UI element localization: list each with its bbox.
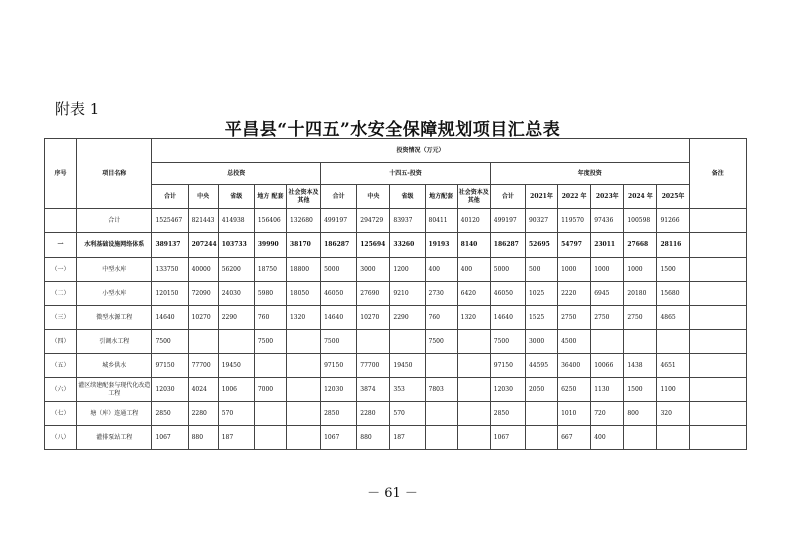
fyp-cell bbox=[457, 426, 490, 450]
fyp-cell: 1200 bbox=[390, 258, 425, 282]
total-cell: 14640 bbox=[152, 306, 188, 330]
annual-cell: 320 bbox=[657, 402, 689, 426]
annual-cell: 28116 bbox=[657, 233, 689, 258]
annual-cell: 3000 bbox=[525, 330, 557, 354]
total-cell bbox=[286, 426, 320, 450]
header-annual-col-0: 合计 bbox=[490, 185, 525, 209]
total-cell: 18800 bbox=[286, 258, 320, 282]
row-remark bbox=[689, 209, 746, 233]
header-annual-col-3: 2023年 bbox=[591, 185, 624, 209]
header-annual-col-4: 2024 年 bbox=[624, 185, 657, 209]
total-cell: 133750 bbox=[152, 258, 188, 282]
annual-cell: 1025 bbox=[525, 282, 557, 306]
total-cell: 24030 bbox=[218, 282, 254, 306]
total-cell: 72090 bbox=[188, 282, 218, 306]
header-fyp-col-2: 省级 bbox=[390, 185, 425, 209]
header-total-col-3: 地方 配套 bbox=[254, 185, 286, 209]
row-name: 引调水工程 bbox=[77, 330, 152, 354]
annual-cell: 12030 bbox=[490, 378, 525, 402]
total-cell: 880 bbox=[188, 426, 218, 450]
total-cell: 389137 bbox=[152, 233, 188, 258]
header-fyp-group: 十四五-投资 bbox=[321, 163, 491, 185]
annual-cell: 10066 bbox=[591, 354, 624, 378]
row-seq: （一） bbox=[45, 258, 77, 282]
fyp-cell: 77700 bbox=[357, 354, 390, 378]
row-remark bbox=[689, 282, 746, 306]
annual-cell: 1500 bbox=[624, 378, 657, 402]
table-row bbox=[45, 330, 747, 354]
annual-cell: 23011 bbox=[591, 233, 624, 258]
header-annual-col-1: 2021年 bbox=[525, 185, 557, 209]
annual-cell bbox=[624, 330, 657, 354]
annual-cell: 52695 bbox=[525, 233, 557, 258]
fyp-cell bbox=[425, 426, 457, 450]
header-annual-col-5: 2025年 bbox=[657, 185, 689, 209]
annual-cell: 720 bbox=[591, 402, 624, 426]
row-remark bbox=[689, 426, 746, 450]
total-cell: 12030 bbox=[152, 378, 188, 402]
total-cell: 2280 bbox=[188, 402, 218, 426]
annual-cell: 36400 bbox=[558, 354, 591, 378]
annual-cell: 20180 bbox=[624, 282, 657, 306]
annual-cell: 6250 bbox=[558, 378, 591, 402]
fyp-cell: 10270 bbox=[357, 306, 390, 330]
total-cell bbox=[254, 426, 286, 450]
table-row bbox=[45, 354, 747, 378]
header-annual-col-2: 2022 年 bbox=[558, 185, 591, 209]
header-total-col-2: 省级 bbox=[218, 185, 254, 209]
row-remark bbox=[689, 402, 746, 426]
header-seq: 序号 bbox=[45, 139, 77, 209]
fyp-cell: 80411 bbox=[425, 209, 457, 233]
fyp-cell bbox=[457, 402, 490, 426]
total-cell: 414938 bbox=[218, 209, 254, 233]
total-cell: 760 bbox=[254, 306, 286, 330]
fyp-cell: 125694 bbox=[357, 233, 390, 258]
annual-cell: 1438 bbox=[624, 354, 657, 378]
fyp-cell: 760 bbox=[425, 306, 457, 330]
summary-table bbox=[44, 138, 747, 450]
total-cell: 2290 bbox=[218, 306, 254, 330]
total-cell bbox=[218, 330, 254, 354]
row-name: 微型水源工程 bbox=[77, 306, 152, 330]
annual-cell: 1000 bbox=[624, 258, 657, 282]
fyp-cell: 19193 bbox=[425, 233, 457, 258]
annual-cell: 54797 bbox=[558, 233, 591, 258]
fyp-cell: 33260 bbox=[390, 233, 425, 258]
fyp-cell: 2850 bbox=[321, 402, 357, 426]
page-number: － 61 － bbox=[367, 486, 418, 501]
total-cell: 18050 bbox=[286, 282, 320, 306]
annual-cell: 6945 bbox=[591, 282, 624, 306]
fyp-cell bbox=[457, 354, 490, 378]
annual-cell bbox=[591, 330, 624, 354]
fyp-cell: 3874 bbox=[357, 378, 390, 402]
fyp-cell: 499197 bbox=[321, 209, 357, 233]
header-annual-group: 年度投资 bbox=[490, 163, 689, 185]
annual-cell: 2750 bbox=[624, 306, 657, 330]
annual-cell bbox=[657, 426, 689, 450]
annual-cell: 2750 bbox=[591, 306, 624, 330]
annual-cell: 1067 bbox=[490, 426, 525, 450]
total-cell: 39990 bbox=[254, 233, 286, 258]
annual-cell: 2050 bbox=[525, 378, 557, 402]
row-seq: （八） bbox=[45, 426, 77, 450]
total-cell: 2850 bbox=[152, 402, 188, 426]
annual-cell: 1525 bbox=[525, 306, 557, 330]
row-name: 小型水库 bbox=[77, 282, 152, 306]
total-cell bbox=[286, 378, 320, 402]
annual-cell bbox=[657, 330, 689, 354]
fyp-cell: 83937 bbox=[390, 209, 425, 233]
table-row bbox=[45, 378, 747, 402]
row-remark bbox=[689, 330, 746, 354]
total-cell: 19450 bbox=[218, 354, 254, 378]
row-seq: （七） bbox=[45, 402, 77, 426]
appendix-label: 附表 1 bbox=[55, 100, 100, 118]
total-cell bbox=[254, 402, 286, 426]
row-seq: （二） bbox=[45, 282, 77, 306]
header-total-col-1: 中央 bbox=[188, 185, 218, 209]
total-cell: 103733 bbox=[218, 233, 254, 258]
annual-cell: 97150 bbox=[490, 354, 525, 378]
row-remark bbox=[689, 354, 746, 378]
fyp-cell bbox=[390, 330, 425, 354]
total-cell: 40000 bbox=[188, 258, 218, 282]
fyp-cell: 187 bbox=[390, 426, 425, 450]
total-cell: 97150 bbox=[152, 354, 188, 378]
annual-cell: 400 bbox=[591, 426, 624, 450]
fyp-cell: 97150 bbox=[321, 354, 357, 378]
fyp-cell: 7500 bbox=[425, 330, 457, 354]
fyp-cell: 186287 bbox=[321, 233, 357, 258]
row-seq: （四） bbox=[45, 330, 77, 354]
fyp-cell: 1320 bbox=[457, 306, 490, 330]
annual-cell: 46050 bbox=[490, 282, 525, 306]
row-seq: （五） bbox=[45, 354, 77, 378]
annual-cell: 15680 bbox=[657, 282, 689, 306]
annual-cell: 1000 bbox=[558, 258, 591, 282]
annual-cell: 90327 bbox=[525, 209, 557, 233]
row-name: 中型水库 bbox=[77, 258, 152, 282]
fyp-cell: 27690 bbox=[357, 282, 390, 306]
fyp-cell: 7803 bbox=[425, 378, 457, 402]
header-total-col-0: 合计 bbox=[152, 185, 188, 209]
fyp-cell: 5000 bbox=[321, 258, 357, 282]
header-fyp-col-1: 中央 bbox=[357, 185, 390, 209]
annual-cell: 44595 bbox=[525, 354, 557, 378]
annual-cell: 1100 bbox=[657, 378, 689, 402]
header-remark: 备注 bbox=[689, 139, 746, 209]
page-title: 平昌县“十四五”水安全保障规划项目汇总表 bbox=[224, 120, 561, 140]
total-cell: 120150 bbox=[152, 282, 188, 306]
header-fyp-col-3: 地方配套 bbox=[425, 185, 457, 209]
annual-cell: 7500 bbox=[490, 330, 525, 354]
fyp-cell: 14640 bbox=[321, 306, 357, 330]
row-seq bbox=[45, 209, 77, 233]
total-cell: 18750 bbox=[254, 258, 286, 282]
table-row bbox=[45, 426, 747, 450]
annual-cell: 1010 bbox=[558, 402, 591, 426]
fyp-cell: 400 bbox=[425, 258, 457, 282]
table-row bbox=[45, 233, 747, 258]
annual-cell: 97436 bbox=[591, 209, 624, 233]
total-cell: 570 bbox=[218, 402, 254, 426]
fyp-cell: 880 bbox=[357, 426, 390, 450]
table-row bbox=[45, 402, 747, 426]
annual-cell: 119570 bbox=[558, 209, 591, 233]
annual-cell: 91266 bbox=[657, 209, 689, 233]
fyp-cell bbox=[357, 330, 390, 354]
total-cell: 207244 bbox=[188, 233, 218, 258]
annual-cell bbox=[624, 426, 657, 450]
fyp-cell bbox=[457, 378, 490, 402]
row-seq: （六） bbox=[45, 378, 77, 402]
total-cell: 1006 bbox=[218, 378, 254, 402]
annual-cell bbox=[525, 402, 557, 426]
annual-cell: 27668 bbox=[624, 233, 657, 258]
header-total-group: 总投资 bbox=[152, 163, 321, 185]
fyp-cell: 2290 bbox=[390, 306, 425, 330]
total-cell: 77700 bbox=[188, 354, 218, 378]
annual-cell bbox=[525, 426, 557, 450]
total-cell: 5980 bbox=[254, 282, 286, 306]
fyp-cell: 353 bbox=[390, 378, 425, 402]
header-investment: 投资情况（万元） bbox=[152, 139, 689, 163]
fyp-cell: 3000 bbox=[357, 258, 390, 282]
fyp-cell: 1067 bbox=[321, 426, 357, 450]
annual-cell: 5000 bbox=[490, 258, 525, 282]
total-cell bbox=[254, 354, 286, 378]
total-cell: 1067 bbox=[152, 426, 188, 450]
total-cell bbox=[286, 330, 320, 354]
annual-cell: 100598 bbox=[624, 209, 657, 233]
row-remark bbox=[689, 258, 746, 282]
fyp-cell: 6420 bbox=[457, 282, 490, 306]
annual-cell: 500 bbox=[525, 258, 557, 282]
row-remark bbox=[689, 233, 746, 258]
annual-cell: 2850 bbox=[490, 402, 525, 426]
total-cell bbox=[286, 354, 320, 378]
total-cell: 10270 bbox=[188, 306, 218, 330]
fyp-cell bbox=[425, 402, 457, 426]
annual-cell: 4651 bbox=[657, 354, 689, 378]
total-cell: 7000 bbox=[254, 378, 286, 402]
annual-cell: 1130 bbox=[591, 378, 624, 402]
total-cell: 7500 bbox=[254, 330, 286, 354]
row-name: 灌排泵站工程 bbox=[77, 426, 152, 450]
fyp-cell bbox=[425, 354, 457, 378]
annual-cell: 14640 bbox=[490, 306, 525, 330]
header-fyp-col-0: 合计 bbox=[321, 185, 357, 209]
annual-cell: 4865 bbox=[657, 306, 689, 330]
annual-cell: 1500 bbox=[657, 258, 689, 282]
total-cell: 156406 bbox=[254, 209, 286, 233]
annual-cell: 667 bbox=[558, 426, 591, 450]
row-remark bbox=[689, 378, 746, 402]
annual-cell: 499197 bbox=[490, 209, 525, 233]
total-cell: 1320 bbox=[286, 306, 320, 330]
fyp-cell: 19450 bbox=[390, 354, 425, 378]
total-cell: 7500 bbox=[152, 330, 188, 354]
fyp-cell: 2280 bbox=[357, 402, 390, 426]
row-name: 灌区续建配套与现代化改造工程 bbox=[77, 378, 152, 402]
table-row bbox=[45, 282, 747, 306]
row-seq: 一 bbox=[45, 233, 77, 258]
annual-cell: 4500 bbox=[558, 330, 591, 354]
header-name: 项目名称 bbox=[77, 139, 152, 209]
row-name: 合计 bbox=[77, 209, 152, 233]
total-cell: 821443 bbox=[188, 209, 218, 233]
fyp-cell bbox=[457, 330, 490, 354]
fyp-cell: 294729 bbox=[357, 209, 390, 233]
fyp-cell: 46050 bbox=[321, 282, 357, 306]
row-name: 水利基础设施网络体系 bbox=[77, 233, 152, 258]
total-cell: 132680 bbox=[286, 209, 320, 233]
total-cell: 187 bbox=[218, 426, 254, 450]
annual-cell: 2750 bbox=[558, 306, 591, 330]
annual-cell: 800 bbox=[624, 402, 657, 426]
fyp-cell: 9210 bbox=[390, 282, 425, 306]
header-fyp-col-4: 社会资本及其他 bbox=[457, 185, 490, 209]
fyp-cell: 7500 bbox=[321, 330, 357, 354]
total-cell bbox=[188, 330, 218, 354]
fyp-cell: 40120 bbox=[457, 209, 490, 233]
fyp-cell: 400 bbox=[457, 258, 490, 282]
annual-cell: 186287 bbox=[490, 233, 525, 258]
fyp-cell: 12030 bbox=[321, 378, 357, 402]
fyp-cell: 8140 bbox=[457, 233, 490, 258]
annual-cell: 1000 bbox=[591, 258, 624, 282]
annual-cell: 2220 bbox=[558, 282, 591, 306]
row-remark bbox=[689, 306, 746, 330]
table-row bbox=[45, 258, 747, 282]
row-seq: （三） bbox=[45, 306, 77, 330]
table-row bbox=[45, 209, 747, 233]
header-total-col-4: 社会资本及其他 bbox=[286, 185, 320, 209]
fyp-cell: 570 bbox=[390, 402, 425, 426]
row-name: 城乡供水 bbox=[77, 354, 152, 378]
total-cell: 4024 bbox=[188, 378, 218, 402]
row-name: 塘（库）连通工程 bbox=[77, 402, 152, 426]
total-cell: 38170 bbox=[286, 233, 320, 258]
fyp-cell: 2730 bbox=[425, 282, 457, 306]
table-row bbox=[45, 306, 747, 330]
total-cell: 1525467 bbox=[152, 209, 188, 233]
total-cell: 56200 bbox=[218, 258, 254, 282]
total-cell bbox=[286, 402, 320, 426]
